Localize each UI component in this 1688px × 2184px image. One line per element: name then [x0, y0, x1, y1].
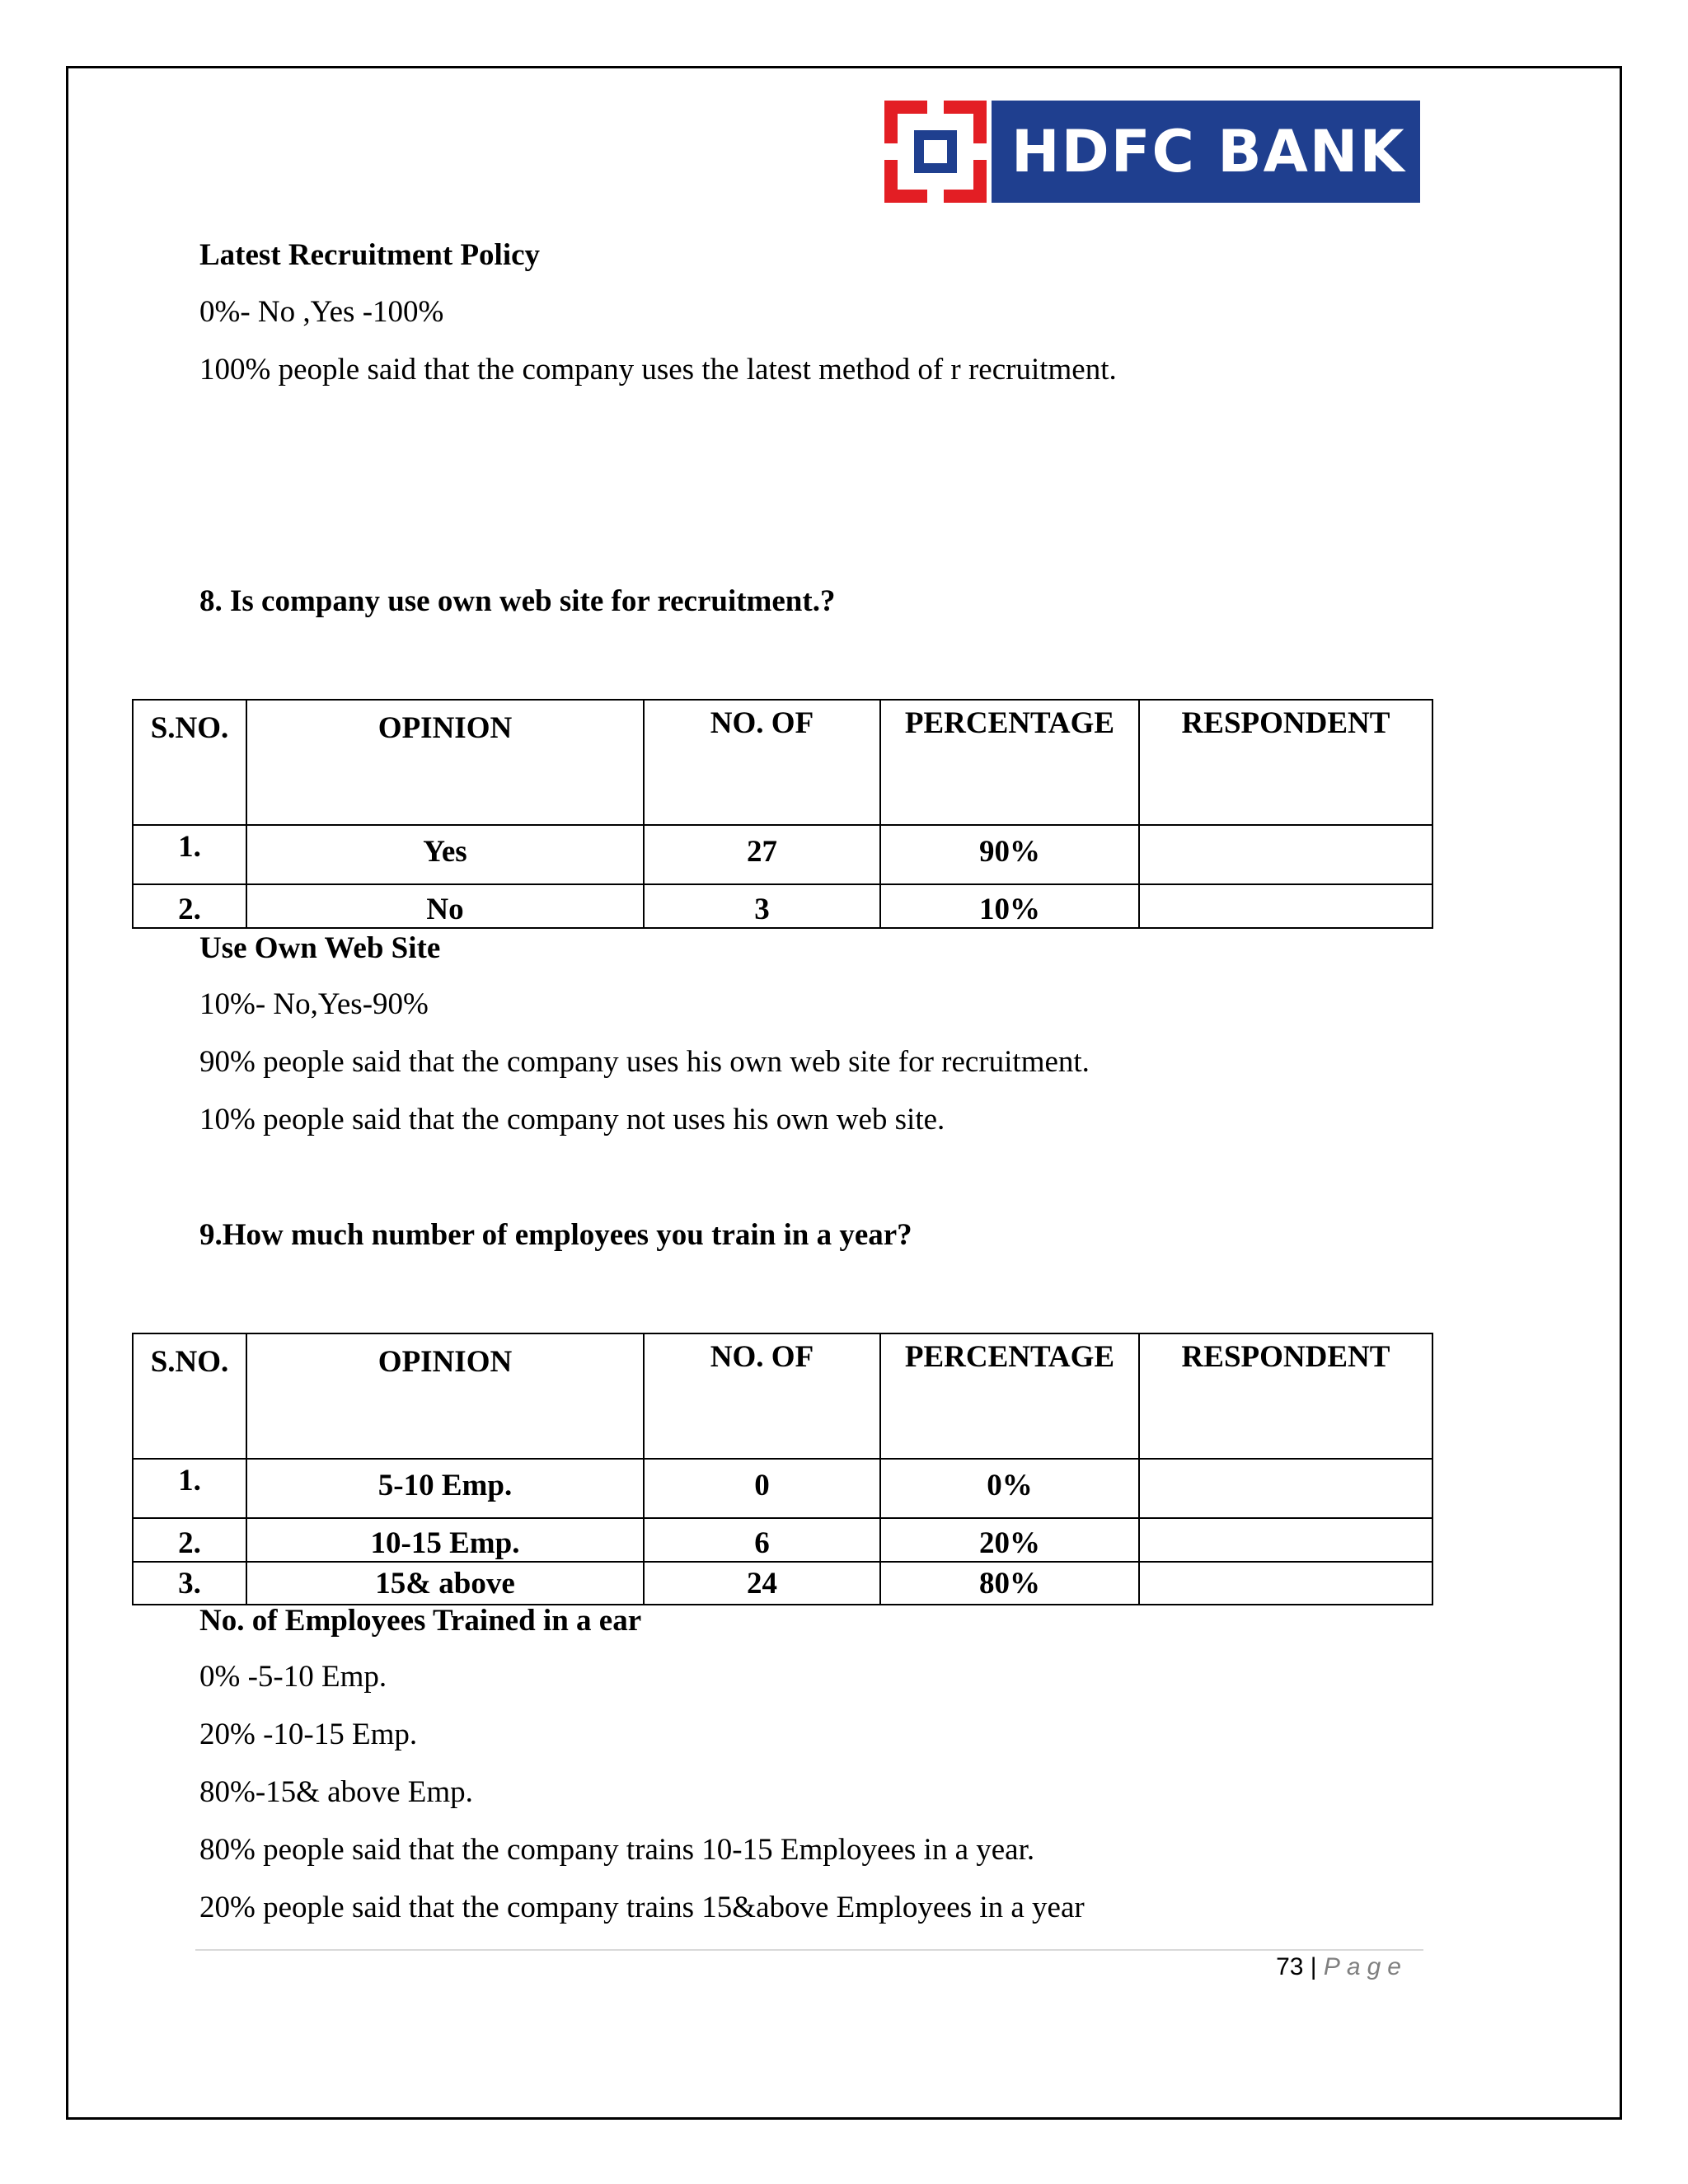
table-header-row [133, 700, 1432, 825]
page-footer [1276, 1953, 1408, 1981]
cell-opinion: No [246, 884, 644, 928]
recruitment-policy-line-2: 100% people said that the company uses the latest method of r recruitment. [199, 353, 1117, 387]
cell-count: 24 [644, 1562, 880, 1605]
cell-percentage: 20% [880, 1518, 1139, 1562]
header-respondent: RESPONDENT [1139, 1333, 1432, 1459]
q9-table [132, 1333, 1433, 1605]
q9-summary-line-3: 80%-15& above Emp. [199, 1775, 473, 1809]
cell-sno: 2. [133, 884, 246, 928]
cell-respondent [1139, 825, 1432, 884]
cell-sno: 3. [133, 1562, 246, 1605]
caption-use-own-web-site: Use Own Web Site [199, 931, 441, 965]
table-row [133, 1518, 1432, 1562]
header-percentage: PERCENTAGE [880, 1333, 1139, 1459]
header-no-of: NO. OF [644, 700, 880, 825]
question-9: 9.How much number of employees you train in a year? [199, 1218, 912, 1252]
cell-sno: 2. [133, 1518, 246, 1562]
cell-respondent [1139, 884, 1432, 928]
cell-sno: 1. [133, 1459, 246, 1518]
cell-count: 0 [644, 1459, 880, 1518]
cell-count: 27 [644, 825, 880, 884]
cell-percentage: 90% [880, 825, 1139, 884]
header-sno: S.NO. [133, 700, 246, 825]
cell-respondent [1139, 1518, 1432, 1562]
cell-opinion: Yes [246, 825, 644, 884]
table-row [133, 884, 1432, 928]
question-8: 8. Is company use own web site for recruitment.? [199, 584, 836, 618]
cell-count: 3 [644, 884, 880, 928]
hdfc-logo-mark-icon [884, 101, 987, 203]
cell-percentage: 80% [880, 1562, 1139, 1605]
section-heading-recruitment-policy: Latest Recruitment Policy [199, 238, 541, 272]
page-label: Page [1323, 1953, 1408, 1980]
footer-divider [195, 1949, 1423, 1951]
q9-summary-line-5: 20% people said that the company trains 15&above Employees in a year [199, 1891, 1085, 1924]
cell-respondent [1139, 1562, 1432, 1605]
cell-opinion: 10-15 Emp. [246, 1518, 644, 1562]
table-row [133, 1562, 1432, 1605]
logo-text: HDFC BANK [992, 101, 1420, 203]
table-header-row [133, 1333, 1432, 1459]
caption-employees-trained: No. of Employees Trained in a ear [199, 1604, 642, 1638]
page-separator: | [1310, 1953, 1317, 1980]
recruitment-policy-line-1: 0%- No ,Yes -100% [199, 295, 444, 329]
q9-summary-line-1: 0% -5-10 Emp. [199, 1660, 387, 1694]
hdfc-bank-logo [884, 101, 1420, 203]
cell-respondent [1139, 1459, 1432, 1518]
cell-sno: 1. [133, 825, 246, 884]
header-percentage: PERCENTAGE [880, 700, 1139, 825]
page-number: 73 [1276, 1953, 1304, 1980]
cell-opinion: 5-10 Emp. [246, 1459, 644, 1518]
cell-count: 6 [644, 1518, 880, 1562]
cell-opinion: 15& above [246, 1562, 644, 1605]
cell-percentage: 10% [880, 884, 1139, 928]
q8-summary-line-3: 10% people said that the company not uses his own web site. [199, 1103, 945, 1137]
header-no-of: NO. OF [644, 1333, 880, 1459]
table-row [133, 1459, 1432, 1518]
header-sno: S.NO. [133, 1333, 246, 1459]
q8-summary-line-1: 10%- No,Yes-90% [199, 987, 429, 1021]
header-opinion: OPINION [246, 1333, 644, 1459]
q9-summary-line-4: 80% people said that the company trains 10-15 Employees in a year. [199, 1833, 1035, 1867]
cell-percentage: 0% [880, 1459, 1139, 1518]
q8-summary-line-2: 90% people said that the company uses his own web site for recruitment. [199, 1045, 1090, 1079]
header-opinion: OPINION [246, 700, 644, 825]
table-row [133, 825, 1432, 884]
header-respondent: RESPONDENT [1139, 700, 1432, 825]
q9-summary-line-2: 20% -10-15 Emp. [199, 1718, 418, 1751]
q8-table [132, 699, 1433, 929]
